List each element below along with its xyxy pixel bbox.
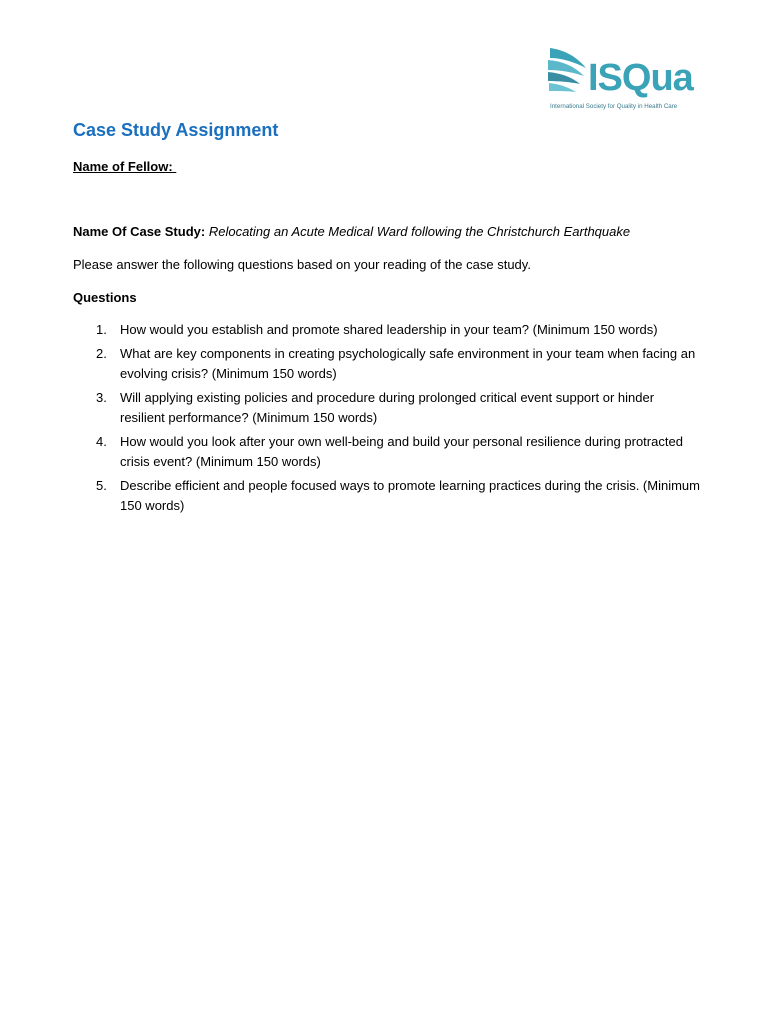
- question-item: [0, 320, 768, 341]
- isqua-logo: [546, 46, 696, 116]
- questions-list: [0, 320, 768, 520]
- case-study-name: Relocating an Acute Medical Ward following the Christchurch Earthquake: [208, 224, 631, 239]
- question-item: [0, 344, 768, 385]
- question-text: How would you establish and promote shared leadership in your team? (Minimum 150 words): [120, 322, 658, 337]
- question-number: 4.: [96, 433, 107, 449]
- page-title: Case Study Assignment: [73, 120, 279, 140]
- question-number: 1.: [96, 322, 107, 337]
- fellow-name-label: Name of Fellow:: [73, 159, 177, 174]
- logo-wordmark: ISQua: [588, 57, 693, 99]
- question-text: Describe efficient and people focused ways to promote learning practices during the crisis. (Minimum 150 words): [120, 477, 700, 513]
- question-item: [0, 388, 768, 429]
- question-text: Will applying existing policies and procedure during prolonged critical event support or hinder resilient performance? (Minimum 150 words): [120, 389, 655, 425]
- question-number: 3.: [96, 389, 107, 405]
- question-number: 5.: [96, 477, 107, 493]
- question-item: [0, 432, 768, 473]
- wing-icon: [546, 46, 590, 102]
- questions-heading: Questions: [73, 290, 137, 305]
- instructions-text: Please answer the following questions based on your reading of the case study.: [73, 257, 531, 272]
- case-study-line: [73, 223, 630, 241]
- logo-tagline: International Society for Quality in Health Care: [550, 103, 678, 110]
- case-study-label: Name Of Case Study:: [73, 224, 206, 239]
- question-text: How would you look after your own well-being and build your personal resilience during protracted crisis event? (Minimum 150 words): [120, 433, 683, 469]
- question-item: [0, 476, 768, 517]
- question-number: 2.: [96, 345, 107, 361]
- question-text: What are key components in creating psychologically safe environment in your team when facing an evolving crisis? (Minimum 150 words): [120, 345, 696, 381]
